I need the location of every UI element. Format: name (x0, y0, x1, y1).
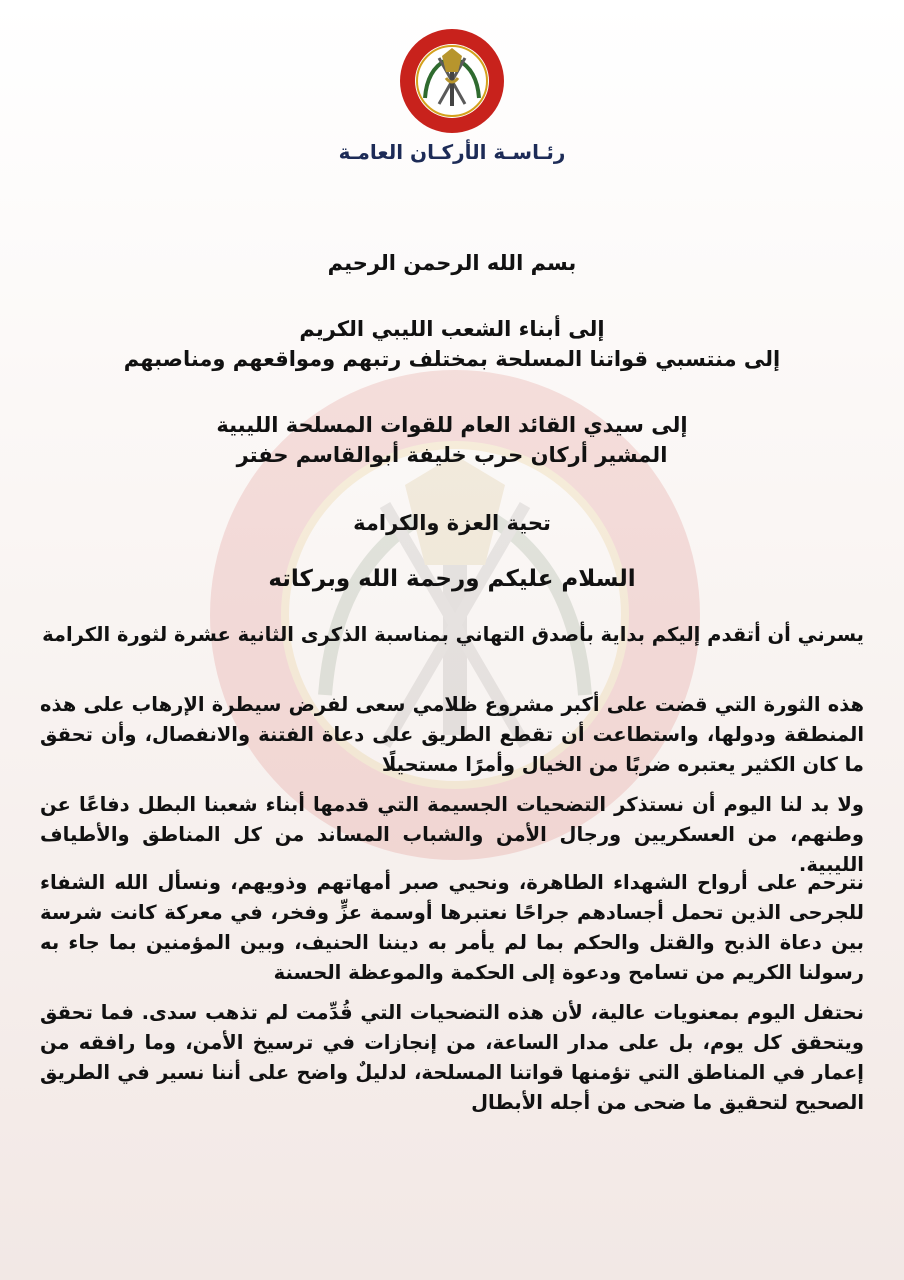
addressee-commander: إلى سيدي القائد العام للقوات المسلحة الليبية (216, 413, 688, 437)
armed-forces-seal-icon (399, 28, 505, 134)
salam: السلام عليكم ورحمة الله وبركاته (268, 566, 636, 592)
greeting: تحية العزة والكرامة (353, 511, 551, 535)
paragraph-2: هذه الثورة التي قضت على أكبر مشروع ظلامي سعى لفرض سيطرة الإرهاب على هذه المنطقة ودولها، واستطاعت أن تقطع الطريق على دعاة الفتنة والانفصال، وأن تحقق ما كان الكثير يعتبره ضربًا من الخيال وأمرًا مستحيلًا (40, 693, 864, 776)
organization-name: رئـاسـة الأركـان العامـة (338, 140, 566, 164)
paragraph-3: ولا بد لنا اليوم أن نستذكر التضحيات الجسيمة التي قدمها أبناء شعبنا البطل دفاعًا عن وطنهم، من العسكريين ورجال الأمن والشباب المساند من كل المناطق والأطياف الليبية. (40, 793, 864, 876)
addressee-forces: إلى منتسبي قواتنا المسلحة بمختلف رتبهم ومواقعهم ومناصبهم (123, 347, 781, 371)
basmala: بسم الله الرحمن الرحيم (327, 251, 577, 275)
paragraph-1: يسرني أن أتقدم إليكم بداية بأصدق التهاني بمناسبة الذكرى الثانية عشرة لثورة الكرامة (42, 623, 864, 646)
addressee-people: إلى أبناء الشعب الليبي الكريم (299, 317, 605, 341)
paragraph-5: نحتفل اليوم بمعنويات عالية، لأن هذه التضحيات التي قُدِّمت لم تذهب سدى. فما تحقق ويتحقق كل يوم، بل على مدار الساعة، من إنجازات في ترسيخ الأمن، وما رافقه من إعمار في المناطق التي تؤمنها قواتنا المسلحة، لدليلٌ واضح على أننا نسير في الطريق الصحيح لتحقيق ما ضحى من أجله الأبطال (40, 1001, 864, 1114)
addressee-commander-name: المشير أركان حرب خليفة أبوالقاسم حفتر (236, 443, 668, 467)
paragraph-4: نترحم على أرواح الشهداء الطاهرة، ونحيي صبر أمهاتهم وذويهم، ونسأل الله الشفاء للجرحى الذين تحمل أجسادهم جراحًا نعتبرها أوسمة عزٍّ وفخر، في معركة كانت شرسة بين دعاة الذبح والقتل والحكم بما لم يأمر به ديننا الحنيف، وبين المؤمنين بما جاء به رسولنا الكريم من تسامح ودعوة إلى الحكمة والموعظة الحسنة (40, 871, 864, 984)
